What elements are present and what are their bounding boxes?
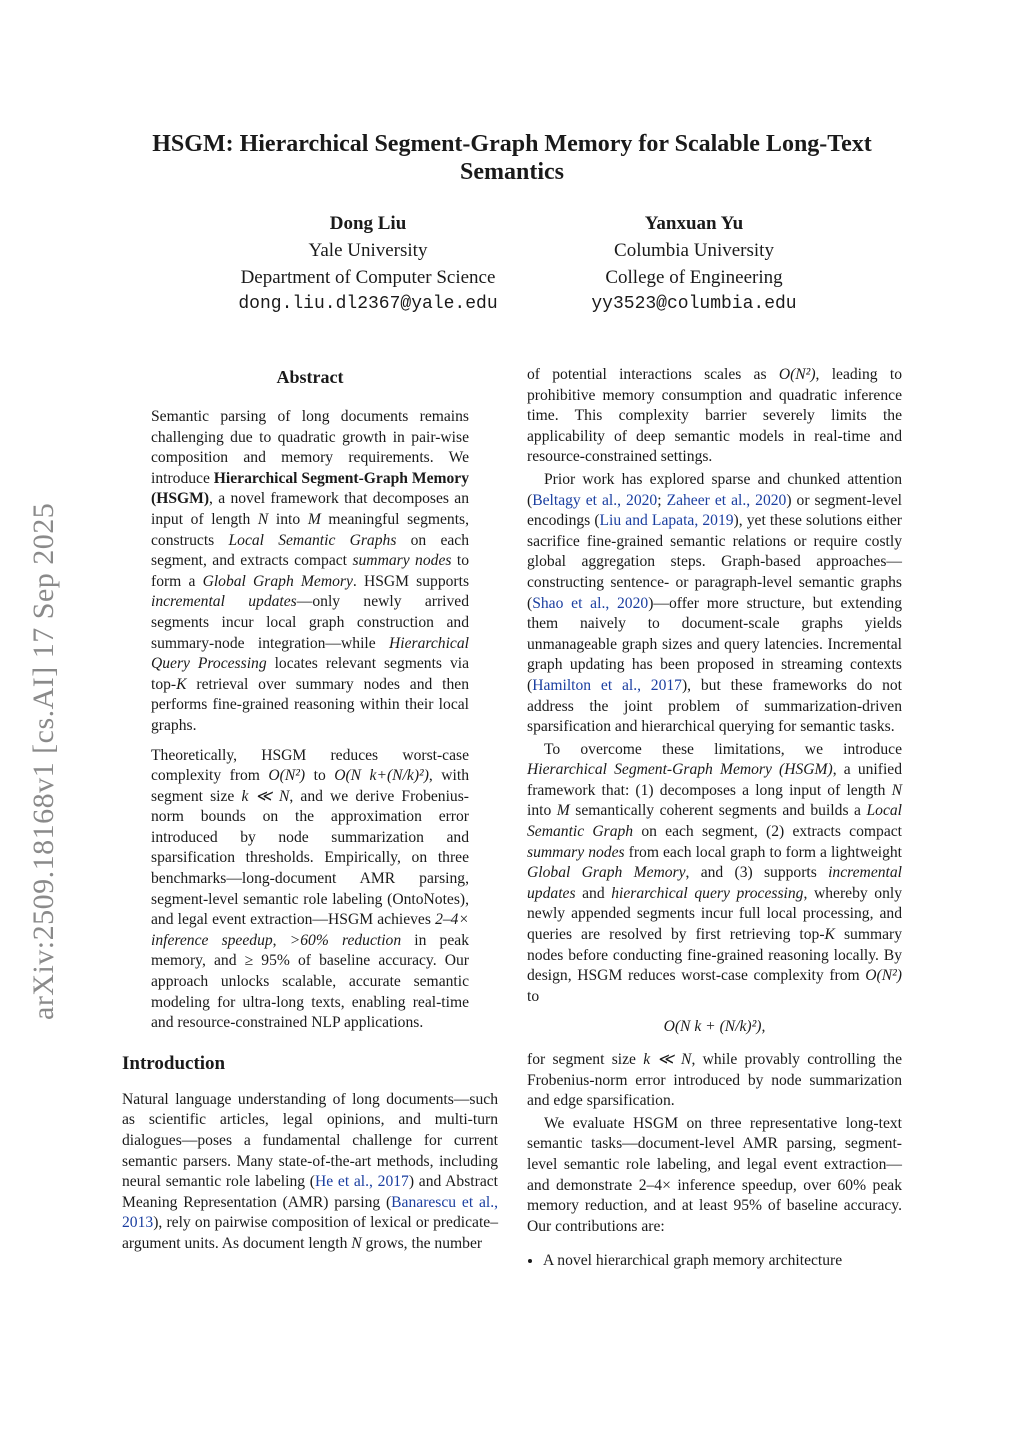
body-paragraph: To overcome these limitations, we introduce Hierarchical Segment-Graph Memory (HSGM), a unified framework that: (1) decomposes a long input of length N into M semantically coherent segments and builds a Local Semantic Graph on each segment, (2) extracts compact summary nodes from each local graph to form a lightweight Global Graph Memory, and (3) supports incremental updates and hierarchical query processing, whereby only newly appended segments incur full local processing, and queries are resolved by first retrieving top-K summary nodes before conducting fine-grained reasoning locally. By design, HSGM reduces worst-case complexity from O(N²) to bbox=[527, 740, 903, 1005]
citation-link[interactable]: Banarescu et al., 2013 bbox=[122, 1193, 498, 1232]
author-affiliation: Columbia University bbox=[614, 240, 774, 261]
complexity-equation: O(N k + (N/k)²), bbox=[663, 1018, 766, 1036]
intro-paragraph-1: Natural language understanding of long documents—such as scientific articles, legal opinions, and multi-turn dialogues—poses a fundamental challenge for current semantic parsers. Many state-of-the-art methods, including neural semantic role labeling (He et al., 2017) and Abstract Meaning Representation (AMR) parsing (Banarescu et al., 2013), rely on pairwise composition of lexical or predicate–argument units. As document length N grows, the number bbox=[122, 1090, 498, 1252]
author-affiliation: Yale University bbox=[308, 240, 428, 261]
list-item: • A novel hierarchical graph memory architecture bbox=[543, 1251, 902, 1272]
body-paragraph: Prior work has explored sparse and chunked attention (Beltagy et al., 2020; Zaheer et al., 2020) or segment-level encodings (Liu and Lapata, 2019), yet these solutions either sacrifice fine-grained semantic relations or require costly global aggregation steps. Graph-based approaches—constructing sentence- or paragraph-level semantic graphs (Shao et al., 2020)—offer more structure, but extending them naively to document-scale graphs yields unmanageable graph sizes and query latencies. Incremental graph updating has been proposed in streaming contexts (Hamilton et al., 2017), but these frameworks do not address the joint problem of summarization-driven sparsification and hierarchical querying for semantic tasks. bbox=[527, 470, 903, 736]
contributions-list bbox=[527, 1251, 902, 1272]
author-name: Dong Liu bbox=[329, 213, 407, 234]
arxiv-watermark: arXiv:2509.18168v1 [cs.AI] 17 Sep 2025 bbox=[27, 502, 60, 1020]
citation-link[interactable]: Hamilton et al., 2017 bbox=[532, 676, 682, 694]
body-paragraph: of potential interactions scales as O(N²), leading to prohibitive memory consumption and quadratic inference time. This complexity barrier severely limits the applicability of deep semantic models in real-time and resource-constrained settings. bbox=[527, 366, 902, 466]
abstract-heading: Abstract bbox=[276, 367, 344, 387]
abstract-paragraph-1: Semantic parsing of long documents remains challenging due to quadratic growth in pair-wise composition and memory requirements. We introduce Hierarchical Segment-Graph Memory (HSGM), a novel framework that decomposes an input of length N into M meaningful segments, constructs Local Semantic Graphs on each segment, and extracts compact summary nodes to form a Global Graph Memory. HSGM supports incremental updates—only newly arrived segments incur local graph construction and summary-node integration—while Hierarchical Query Processing locates relevant segments via top-K retrieval over summary nodes and then performs fine-grained reasoning within their local graphs. bbox=[151, 408, 470, 734]
author-email: dong.liu.dl2367@yale.edu bbox=[238, 294, 498, 314]
body-paragraph: for segment size k ≪ N, while provably controlling the Frobenius-norm error introduced by node summarization and edge sparsification. bbox=[527, 1051, 902, 1110]
paper-title bbox=[100, 130, 924, 186]
author-email: yy3523@columbia.edu bbox=[591, 294, 797, 314]
author-block bbox=[514, 210, 874, 318]
body-paragraph: We evaluate HSGM on three representative long-text semantic tasks—document-level AMR parsing, segment-level semantic role labeling, and legal event extraction—and demonstrate 2–4× inference speedup, over 60% peak memory reduction, and at least 95% of baseline accuracy. Our contributions are: bbox=[527, 1114, 902, 1235]
introduction-heading: Introduction bbox=[122, 1052, 226, 1074]
citation-link[interactable]: Shao et al., 2020 bbox=[532, 594, 649, 612]
citation-link[interactable]: Liu and Lapata, 2019 bbox=[599, 512, 734, 530]
abstract-body bbox=[122, 407, 498, 1034]
author-name: Yanxuan Yu bbox=[644, 213, 744, 234]
author-department: Department of Computer Science bbox=[240, 267, 496, 288]
left-column bbox=[122, 365, 498, 1257]
author-block bbox=[188, 210, 548, 318]
title-line-1: HSGM: Hierarchical Segment-Graph Memory for Scalable Long-Text bbox=[152, 131, 872, 157]
abstract-paragraph-2: Theoretically, HSGM reduces worst-case complexity from O(N²) to O(N k+(N/k)²), with segment size k ≪ N, and we derive Frobenius-norm bounds on the approximation error introduced by node summarization and sparsification thresholds. Empirically, on three benchmarks—long-document AMR parsing, segment-level semantic role labeling (OntoNotes), and legal event extraction—HSGM achieves 2–4× inference speedup, >60% reduction in peak memory, and ≥ 95% of baseline accuracy. Our approach unlocks scalable, accurate semantic modeling for ultra-long texts, enabling real-time and resource-constrained NLP applications. bbox=[151, 746, 469, 1032]
title-line-2: Semantics bbox=[460, 159, 564, 185]
author-department: College of Engineering bbox=[605, 267, 783, 288]
right-column bbox=[527, 365, 902, 1272]
citation-link[interactable]: Zaheer et al., 2020 bbox=[666, 491, 787, 509]
citation-link[interactable]: Beltagy et al., 2020 bbox=[532, 491, 658, 509]
citation-link[interactable]: He et al., 2017 bbox=[314, 1173, 409, 1191]
